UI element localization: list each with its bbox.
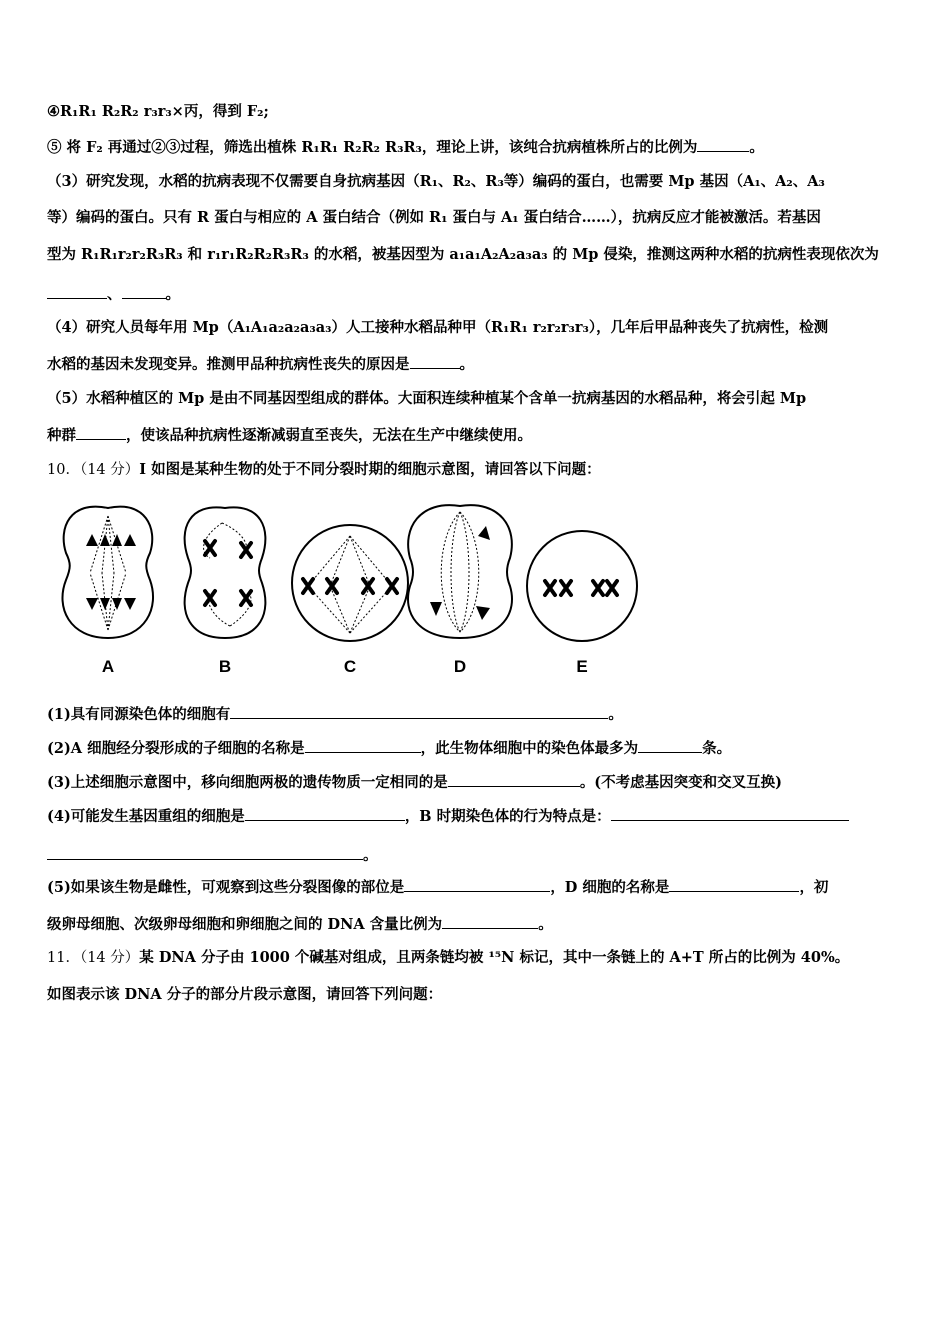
- period: 。: [538, 916, 553, 933]
- q11-line1: [47, 948, 907, 968]
- cell-e: [527, 531, 637, 641]
- answer-blank[interactable]: [442, 914, 538, 929]
- q10-sub2-text-c: 条。: [702, 740, 732, 757]
- q10-sub5-text-b: ，D 细胞的名称是: [550, 879, 670, 896]
- q10-sub2: [47, 738, 907, 759]
- period: 。: [459, 356, 474, 373]
- q10-sub5: [47, 877, 907, 898]
- cell-d: [408, 505, 512, 638]
- label-e: E: [576, 657, 588, 676]
- answer-blank[interactable]: [448, 772, 580, 787]
- period: 。: [363, 847, 378, 864]
- q9-part3-line1: （3）研究发现，水稻的抗病表现不仅需要自身抗病基因（R₁、R₂、R₃等）编码的蛋白，也需要 Mp 基因（A₁、A₂、A₃: [47, 173, 825, 190]
- q10-sub2-text-b: ，此生物体细胞中的染色体最多为: [420, 740, 639, 757]
- answer-blank[interactable]: [305, 738, 421, 753]
- q10-sub4-cont: [47, 845, 907, 866]
- q9-part5-line1: （5）水稻种植区的 Mp 是由不同基因型组成的群体。大面积连续种植某个含单一抗病基因的水稻品种，将会引起 Mp: [47, 390, 807, 407]
- q11-number: 11．（14 分）: [47, 950, 140, 966]
- answer-blank[interactable]: [245, 806, 405, 821]
- q9-part3-line3: 型为 R₁R₁r₂r₂R₃R₃ 和 r₁r₁R₂R₂R₃R₃ 的水稻，被基因型为 a₁a₁A₂A₂a₃a₃ 的 Mp 侵染，推测这两种水稻的抗病性表现依次为: [47, 246, 879, 263]
- q10-sub5-cont: [47, 914, 907, 935]
- answer-blank[interactable]: [404, 877, 550, 892]
- q9-step5-end: 。: [749, 139, 764, 156]
- cell-division-diagram: [50, 498, 650, 680]
- q10-sub1: [47, 704, 907, 725]
- q10-sub4-text-a: (4)可能发生基因重组的细胞是: [47, 808, 245, 825]
- q9-part5-line2: [47, 425, 907, 446]
- q9-part3-line2: 等）编码的蛋白。只有 R 蛋白与相应的 A 蛋白结合（例如 R₁ 蛋白与 A₁ 蛋白结合……），抗病反应才能被激活。若基因: [47, 209, 821, 226]
- q9-part4-line1: （4）研究人员每年用 Mp（A₁A₁a₂a₂a₃a₃）人工接种水稻品种甲（R₁R₁ r₂r₂r₃r₃），几年后甲品种丧失了抗病性，检测: [47, 319, 829, 336]
- q11-text: 某 DNA 分子由 1000 个碱基对组成，且两条链均被 ¹⁵N 标记，其中一条链上的 A+T 所占的比例为 40%。: [139, 949, 850, 966]
- q10-sub5-text-c: ，初: [799, 879, 829, 896]
- cell-division-figure: [50, 498, 650, 680]
- q9-step5: [47, 137, 907, 158]
- label-a: A: [101, 657, 115, 676]
- answer-blank[interactable]: [47, 845, 363, 860]
- q9-step4: ④R₁R₁ R₂R₂ r₃r₃×丙，得到 F₂;: [47, 103, 269, 120]
- answer-blank[interactable]: [47, 284, 107, 299]
- q9-part5-text-a: 种群: [47, 427, 76, 444]
- q10-sub4-text-b: ，B 时期染色体的行为特点是：: [404, 808, 611, 825]
- q10-title: I 如图是某种生物的处于不同分裂时期的细胞示意图，请回答以下问题：: [139, 461, 601, 478]
- answer-blank[interactable]: [697, 137, 749, 152]
- q10-sub1-text: (1)具有同源染色体的细胞有: [47, 706, 231, 723]
- q10-sub5-text-d: 级卵母细胞、次级卵母细胞和卵细胞之间的 DNA 含量比例为: [47, 916, 443, 933]
- q10-header: [47, 460, 907, 480]
- answer-blank[interactable]: [410, 354, 460, 369]
- q9-part4-text: 水稻的基因未发现变异。推测甲品种抗病性丧失的原因是: [47, 356, 410, 373]
- separator: 、: [107, 286, 122, 303]
- q10-sub2-text-a: (2)A 细胞经分裂形成的子细胞的名称是: [47, 740, 305, 757]
- q9-step5-text: ⑤ 将 F₂ 再通过②③过程，筛选出植株 R₁R₁ R₂R₂ R₃R₃，理论上讲，该纯合抗病植株所占的比例为: [47, 139, 698, 156]
- q9-part5-text-b: ，使该品种抗病性逐渐减弱直至丧失，无法在生产中继续使用。: [126, 427, 532, 444]
- answer-blank[interactable]: [76, 425, 126, 440]
- q9-part4-line2: [47, 354, 907, 375]
- cell-b: [185, 507, 266, 638]
- period: 。: [165, 286, 180, 303]
- label-c: C: [343, 657, 357, 676]
- q10-sub4: [47, 806, 907, 827]
- cell-c: [292, 525, 408, 641]
- period: 。: [608, 706, 623, 723]
- q11-line2: 如图表示该 DNA 分子的部分片段示意图，请回答下列问题：: [47, 986, 443, 1003]
- q10-number: 10．（14 分）: [47, 462, 140, 478]
- q10-sub3-text-a: (3)上述细胞示意图中，移向细胞两极的遗传物质一定相同的是: [47, 774, 448, 791]
- label-b: B: [218, 657, 232, 676]
- q9-part3-line4: [47, 284, 907, 305]
- q10-sub3-text-b: 。(不考虑基因突变和交叉互换): [579, 774, 783, 791]
- q10-sub3: [47, 772, 907, 793]
- label-d: D: [453, 657, 467, 676]
- answer-blank[interactable]: [230, 704, 608, 719]
- answer-blank[interactable]: [122, 284, 166, 299]
- cell-a: [62, 507, 153, 638]
- answer-blank[interactable]: [638, 738, 702, 753]
- q10-sub5-text-a: (5)如果该生物是雌性，可观察到这些分裂图像的部位是: [47, 879, 405, 896]
- answer-blank[interactable]: [669, 877, 799, 892]
- answer-blank[interactable]: [611, 806, 849, 821]
